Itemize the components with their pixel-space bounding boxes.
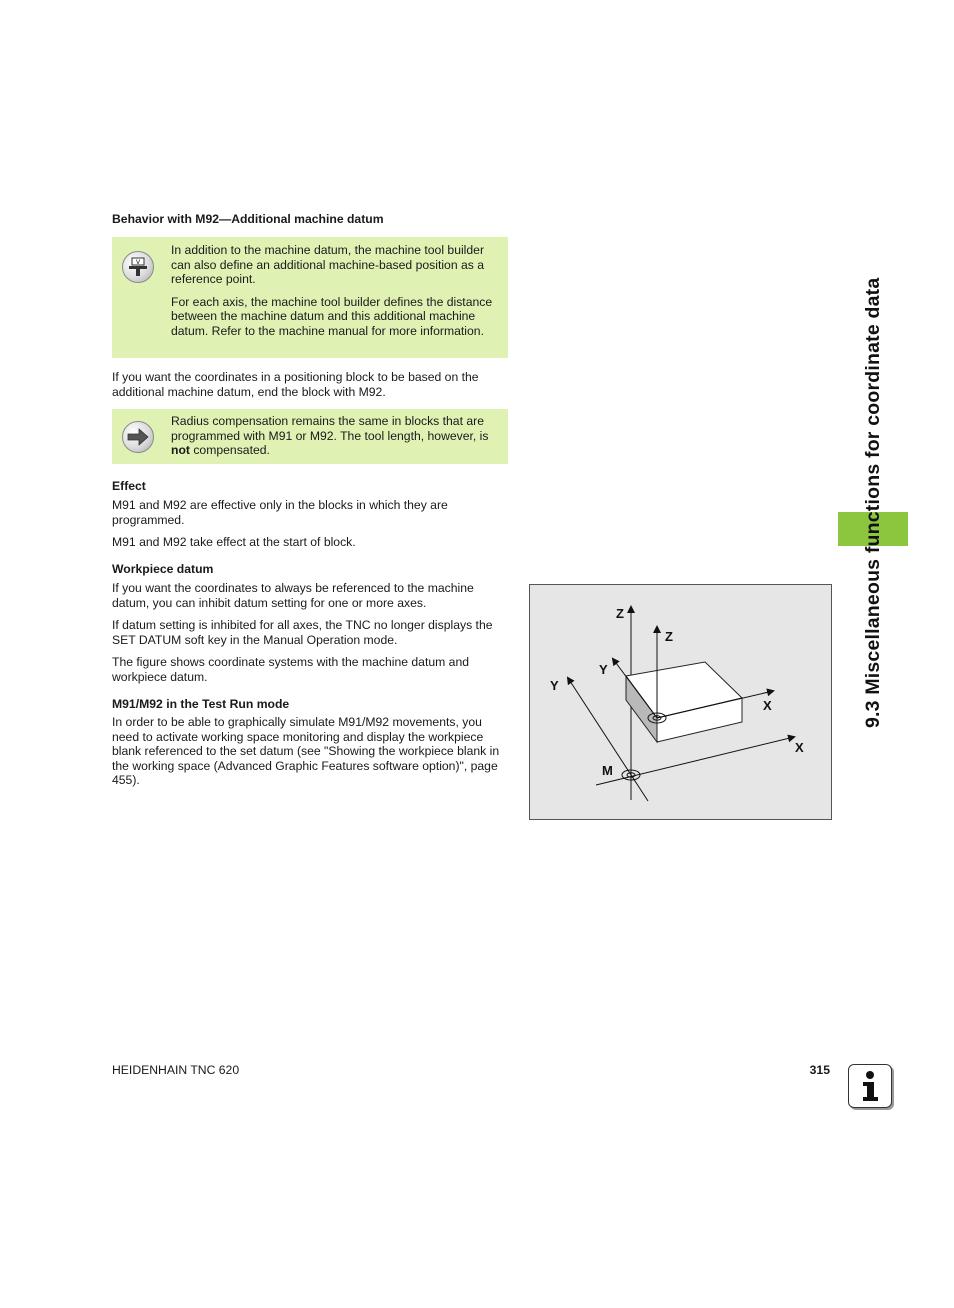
note1-paragraph-1: In addition to the machine datum, the machine tool builder can also define an additional machine-based position as a reference point. <box>171 243 485 286</box>
info-icon <box>848 1064 892 1108</box>
test-run-paragraph: In order to be able to graphically simulate M91/M92 movements, you need to activate working space monitoring and display the workpiece blank referenced to the set datum (see "Showing the workpiece blank in the working space (Advanced Graphic Features software option)", page 455). <box>112 715 500 787</box>
arrow-right-icon <box>122 421 154 453</box>
note2-text: Radius compensation remains the same in blocks that are programmed with M91 or M92. The tool length, however, is not compensated. <box>171 414 489 457</box>
section-title: 9.3 Miscellaneous functions for coordinate data <box>862 277 884 728</box>
note-radius-compensation <box>112 409 508 464</box>
workpiece-y-label: Y <box>599 662 608 677</box>
footer-product: HEIDENHAIN TNC 620 <box>112 1063 240 1077</box>
machine-z-label: Z <box>616 606 624 621</box>
note-machine-manual <box>112 237 508 358</box>
heading-workpiece-datum: Workpiece datum <box>112 562 214 576</box>
heading-effect: Effect <box>112 479 146 493</box>
heading-test-run: M91/M92 in the Test Run mode <box>112 697 290 711</box>
machine-manual-letter: V <box>135 259 141 266</box>
coordinate-systems-figure <box>529 584 832 820</box>
note1-paragraph-2: For each axis, the machine tool builder defines the distance between the machine datum and this additional machine datum. Refer to the machine manual for more information. <box>171 294 493 338</box>
workpiece-paragraph-1: If you want the coordinates to always be referenced to the machine datum, you can inhibit datum setting for one or more axes. <box>112 581 474 610</box>
machine-y-label: Y <box>550 678 559 693</box>
heading-m92: Behavior with M92—Additional machine datum <box>112 212 384 226</box>
workpiece-z-label: Z <box>665 629 673 644</box>
workpiece-x-label: X <box>763 698 772 713</box>
effect-paragraph-2: M91 and M92 take effect at the start of block. <box>112 535 356 549</box>
machine-manual-icon <box>122 251 154 283</box>
effect-paragraph-1: M91 and M92 are effective only in the blocks in which they are programmed. <box>112 498 448 527</box>
workpiece-paragraph-3: The figure shows coordinate systems with the machine datum and workpiece datum. <box>112 655 470 684</box>
machine-x-label: X <box>795 740 804 755</box>
machine-datum-label: M <box>602 763 613 778</box>
workpiece-paragraph-2: If datum setting is inhibited for all axes, the TNC no longer displays the SET DATUM soft key in the Manual Operation mode. <box>112 618 493 647</box>
note2-bold-word: not <box>171 443 190 457</box>
machine-x-axis <box>596 737 794 785</box>
page-number: 315 <box>809 1063 830 1077</box>
paragraph-m92: If you want the coordinates in a positioning block to be based on the additional machine datum, end the block with M92. <box>112 370 479 399</box>
